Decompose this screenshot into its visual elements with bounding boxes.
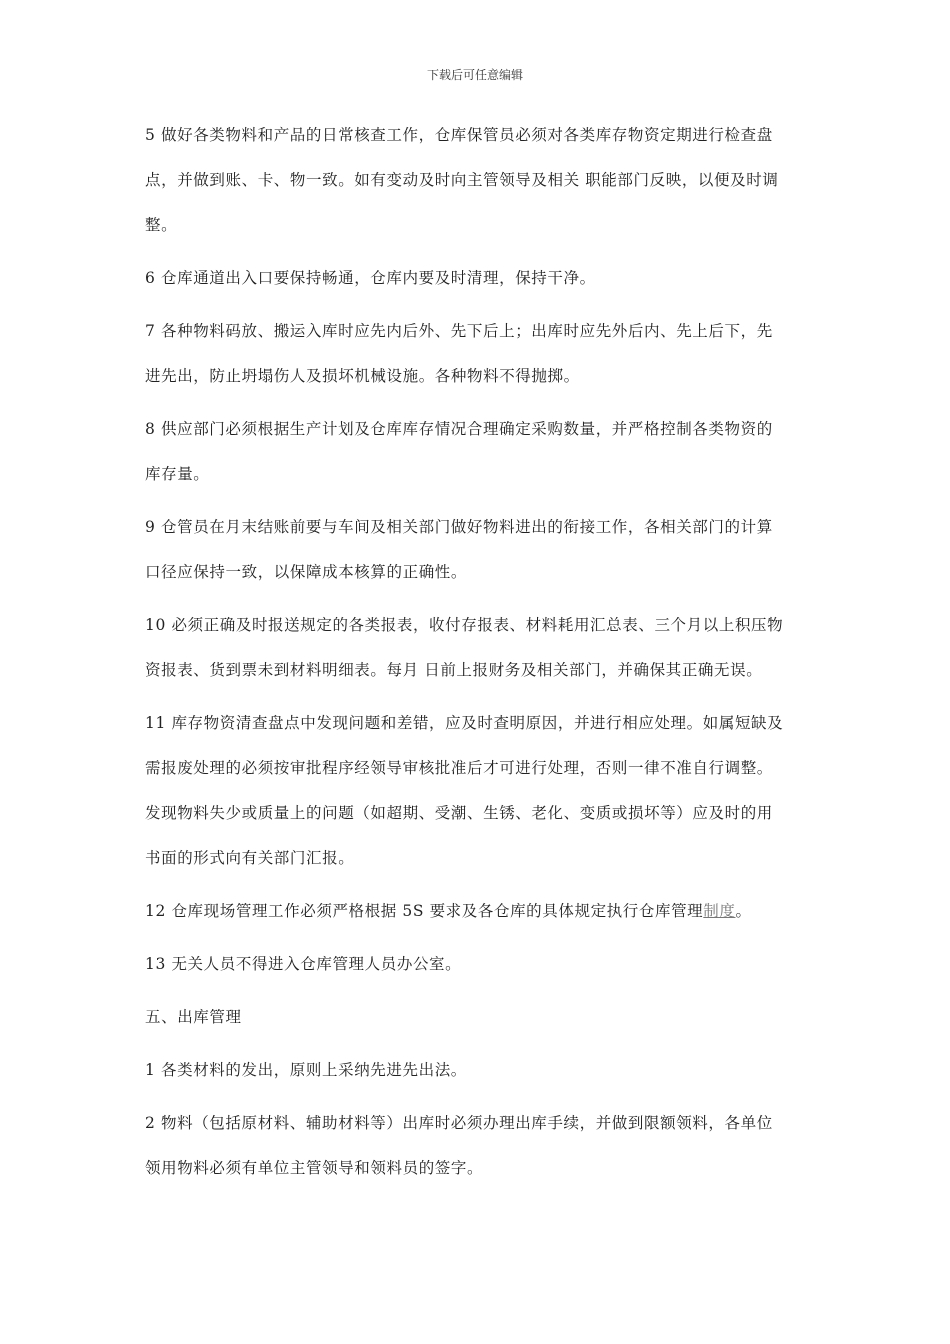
- paragraph-item-12: [145, 889, 810, 934]
- text-line: 8 供应部门必须根据生产计划及仓库库存情况合理确定采购数量，并严格控制各类物资的: [145, 420, 773, 438]
- text-line: 资报表、货到票未到材料明细表。每月 日前上报财务及相关部门，并确保其正确无误。: [145, 661, 763, 679]
- text-line: 点，并做到账、卡、物一致。如有变动及时向主管领导及相关 职能部门反映，以便及时调: [145, 171, 779, 189]
- text-line: [145, 889, 810, 934]
- text-line: 库存量。: [145, 465, 210, 483]
- text-line: 需报废处理的必须按审批程序经领导审核批准后才可进行处理，否则一律不准自行调整。: [145, 759, 773, 777]
- paragraph-item-5: [145, 113, 810, 248]
- text-line: 书面的形式向有关部门汇报。: [145, 849, 355, 867]
- paragraph-item-10: [145, 603, 810, 693]
- text-line: 2 物料（包括原材料、辅助材料等）出库时必须办理出库手续，并做到限额领料，各单位: [145, 1114, 773, 1132]
- text-line: 10 必须正确及时报送规定的各类报表，收付存报表、材料耗用汇总表、三个月以上积压物: [145, 616, 784, 634]
- text-line: 整。: [145, 216, 178, 234]
- paragraph-item-out-1: [145, 1048, 810, 1093]
- text-line: 发现物料失少或质量上的问题（如超期、受潮、生锈、老化、变质或损坏等）应及时的用: [145, 804, 773, 822]
- text-line: 7 各种物料码放、搬运入库时应先内后外、先下后上；出库时应先外后内、先上后下，先: [145, 322, 773, 340]
- text-line: 11 库存物资清查盘点中发现问题和差错，应及时查明原因，并进行相应处理。如属短缺及: [145, 714, 784, 732]
- text-line: 五、出库管理: [145, 1008, 242, 1026]
- text-line: 5 做好各类物料和产品的日常核查工作，仓库保管员必须对各类库存物资定期进行检查盘: [145, 126, 773, 144]
- text-line-tail: 。: [735, 902, 752, 920]
- text-line: 9 仓管员在月末结账前要与车间及相关部门做好物料进出的衔接工作，各相关部门的计算: [145, 518, 773, 536]
- document-body: [145, 113, 810, 1191]
- paragraph-item-7: [145, 309, 810, 399]
- paragraph-item-out-2: [145, 1101, 810, 1191]
- page-header: 下载后可任意编辑: [426, 68, 523, 82]
- paragraph-item-9: [145, 505, 810, 595]
- text-line: 1 各类材料的发出，原则上采纳先进先出法。: [145, 1061, 467, 1079]
- text-line: 进先出，防止坍塌伤人及损坏机械设施。各种物料不得抛掷。: [145, 367, 580, 385]
- text-line: 13 无关人员不得进入仓库管理人员办公室。: [145, 955, 462, 973]
- paragraph-item-13: [145, 942, 810, 987]
- paragraph-item-8: [145, 407, 810, 497]
- regulation-link[interactable]: 制度: [703, 902, 736, 920]
- section-heading: [145, 995, 810, 1040]
- paragraph-item-11: [145, 701, 810, 881]
- text-line: 口径应保持一致，以保障成本核算的正确性。: [145, 563, 468, 581]
- text-line: 6 仓库通道出入口要保持畅通，仓库内要及时清理，保持干净。: [145, 269, 596, 287]
- text-line: 领用物料必须有单位主管领导和领料员的签字。: [145, 1159, 484, 1177]
- text-line-body: 12 仓库现场管理工作必须严格根据 5S 要求及各仓库的具体规定执行仓库管理: [145, 902, 704, 920]
- paragraph-item-6: [145, 256, 810, 301]
